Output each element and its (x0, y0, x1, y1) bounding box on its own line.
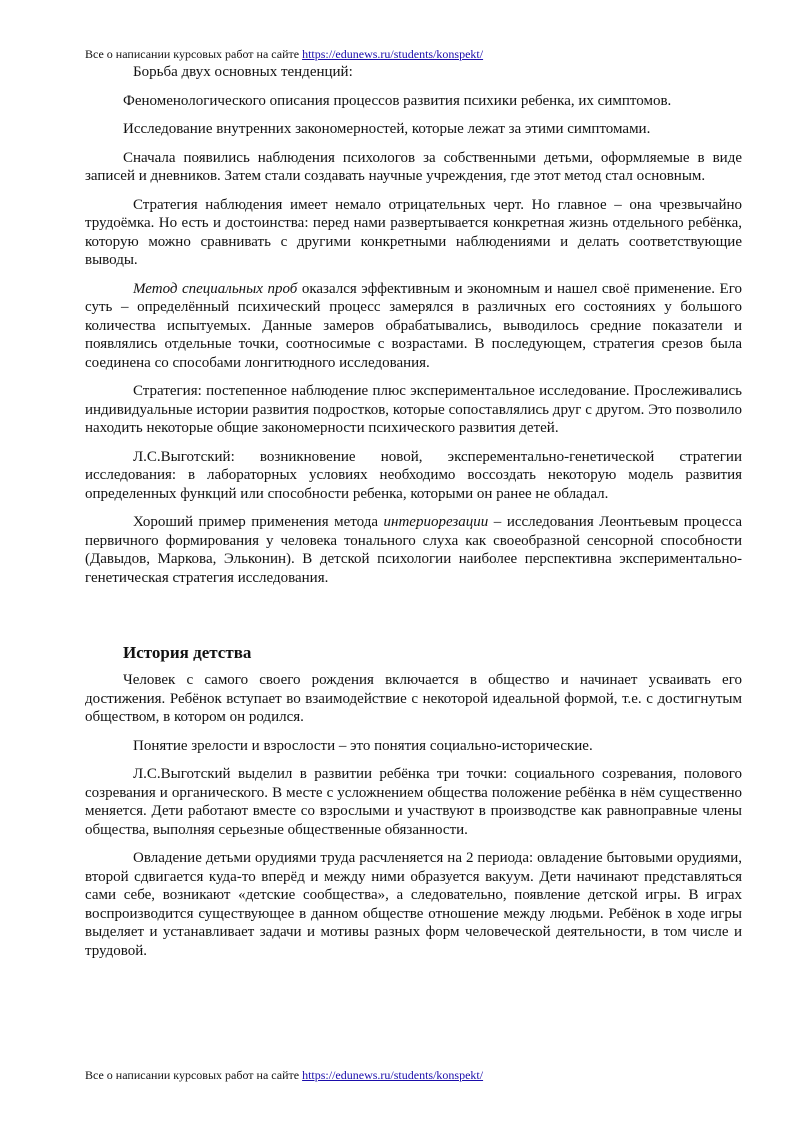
paragraph-observations: Сначала появились наблюдения психологов за собственными детьми, оформляемые в виде записей и дневников. Затем стали создавать научные учреждения, где этот метод стал основным. (85, 149, 742, 184)
paragraph-interiorization-end: – исследования Леонтьевым процесса первичного формирования у человека тонального слуха как своеобразной сенсорной способности (Давыдов, Маркова, Эльконин). В детской психологии наиболее перспективна экспериментально-генетическая стратегия исследования. (85, 514, 742, 586)
paragraph-maturity: Понятие зрелости и взрослости – это понятия социально-исторические. (133, 737, 593, 754)
paragraph-interiorization (85, 513, 742, 587)
section-title: История детства (123, 643, 252, 662)
footer-link[interactable]: https://edunews.ru/students/konspekt/ (302, 1068, 484, 1082)
footer-text: Все о написании курсовых работ на сайте (85, 1068, 303, 1082)
paragraph-phenomenological: Феноменологического описания процессов развития психики ребенка, их симптомов. (123, 92, 672, 109)
paragraph-observation-strategy: Стратегия наблюдения имеет немало отрицательных черт. Но главное – она чрезвычайно трудоёмка. Но есть и достоинства: перед нами развертывается конкретная жизнь отдельного ребёнка, которую можно сравнивать с другими конкретными наблюдениями и делать соответствующие выводы. (85, 196, 742, 268)
document-body (85, 63, 742, 960)
paragraph-special-tests (85, 280, 742, 373)
paragraph-tendencies: Борьба двух основных тенденций: (133, 64, 353, 80)
paragraph-special-tests-text: оказался эффективным и экономным и нашел своё применение. Его суть – определённый психический процесс замерялся в различных его состояниях у большого количества испытуемых. Данные замеров обрабатывались, выводилось средние показатели и появлялись отдельные точки, соотносимые с возрастами. В последующем, стратегия срезов была соединена со способами лонгитюдного исследования. (85, 280, 742, 371)
header-link[interactable]: https://edunews.ru/students/konspekt/ (302, 47, 484, 61)
paragraph-tools: Овладение детьми орудиями труда расчленяется на 2 периода: овладение бытовыми орудиями, второй сдвигается куда-то вперёд и между ними образуется вакуум. Дети начинают представляться сами себе, возникают «детские сообщества», а следовательно, появление детской игры. В играх воспроизводится существующее в данном обществе отношение между людьми. Ребёнок в ходе игры выделяет и устанавливает задачи и мотивы разных форм человеческой деятельности, в том числе и трудовой. (85, 850, 742, 959)
emphasis-special-tests: Метод специальных проб (133, 280, 298, 297)
paragraph-three-points: Л.С.Выготский выделил в развитии ребёнка три точки: социального созревания, полового созревания и органического. В месте с усложнением общества положение ребёнка в нём существенно меняется. Дети работают вместе со взрослыми и участвуют в производстве как равноправные члены общества, выполняя серьезные общественные обязанности. (85, 766, 742, 838)
header-text: Все о написании курсовых работ на сайте (85, 47, 303, 61)
paragraph-interiorization-start: Хороший пример применения метода (133, 514, 384, 530)
paragraph-strategy: Стратегия: постепенное наблюдение плюс экспериментальное исследование. Прослеживались индивидуальные истории развития подростков, которые сопоставлялись друг с другом. Это позволило находить некоторые общие закономерности психического развития детей. (85, 383, 742, 436)
page-header (85, 47, 483, 62)
paragraph-internal-laws: Исследование внутренних закономерностей, которые лежат за этими симптомами. (123, 121, 651, 137)
page-footer (85, 1068, 483, 1083)
paragraph-society: Человек с самого своего рождения включается в общество и начинает усваивать его достижения. Ребёнок вступает во взаимодействие с некоторой идеальной формой, т.е. с достигнутым обществом, в котором он родился. (85, 672, 742, 725)
paragraph-vygotsky-strategy: Л.С.Выготский: возникновение новой, эксперементально-генетической стратегии исследования: в лабораторных условиях необходимо воссоздать некоторую модель развития определенных функций или способности ребенка, которыми он ранее не обладал. (85, 448, 742, 502)
emphasis-interiorization: интериорезации (383, 514, 489, 530)
